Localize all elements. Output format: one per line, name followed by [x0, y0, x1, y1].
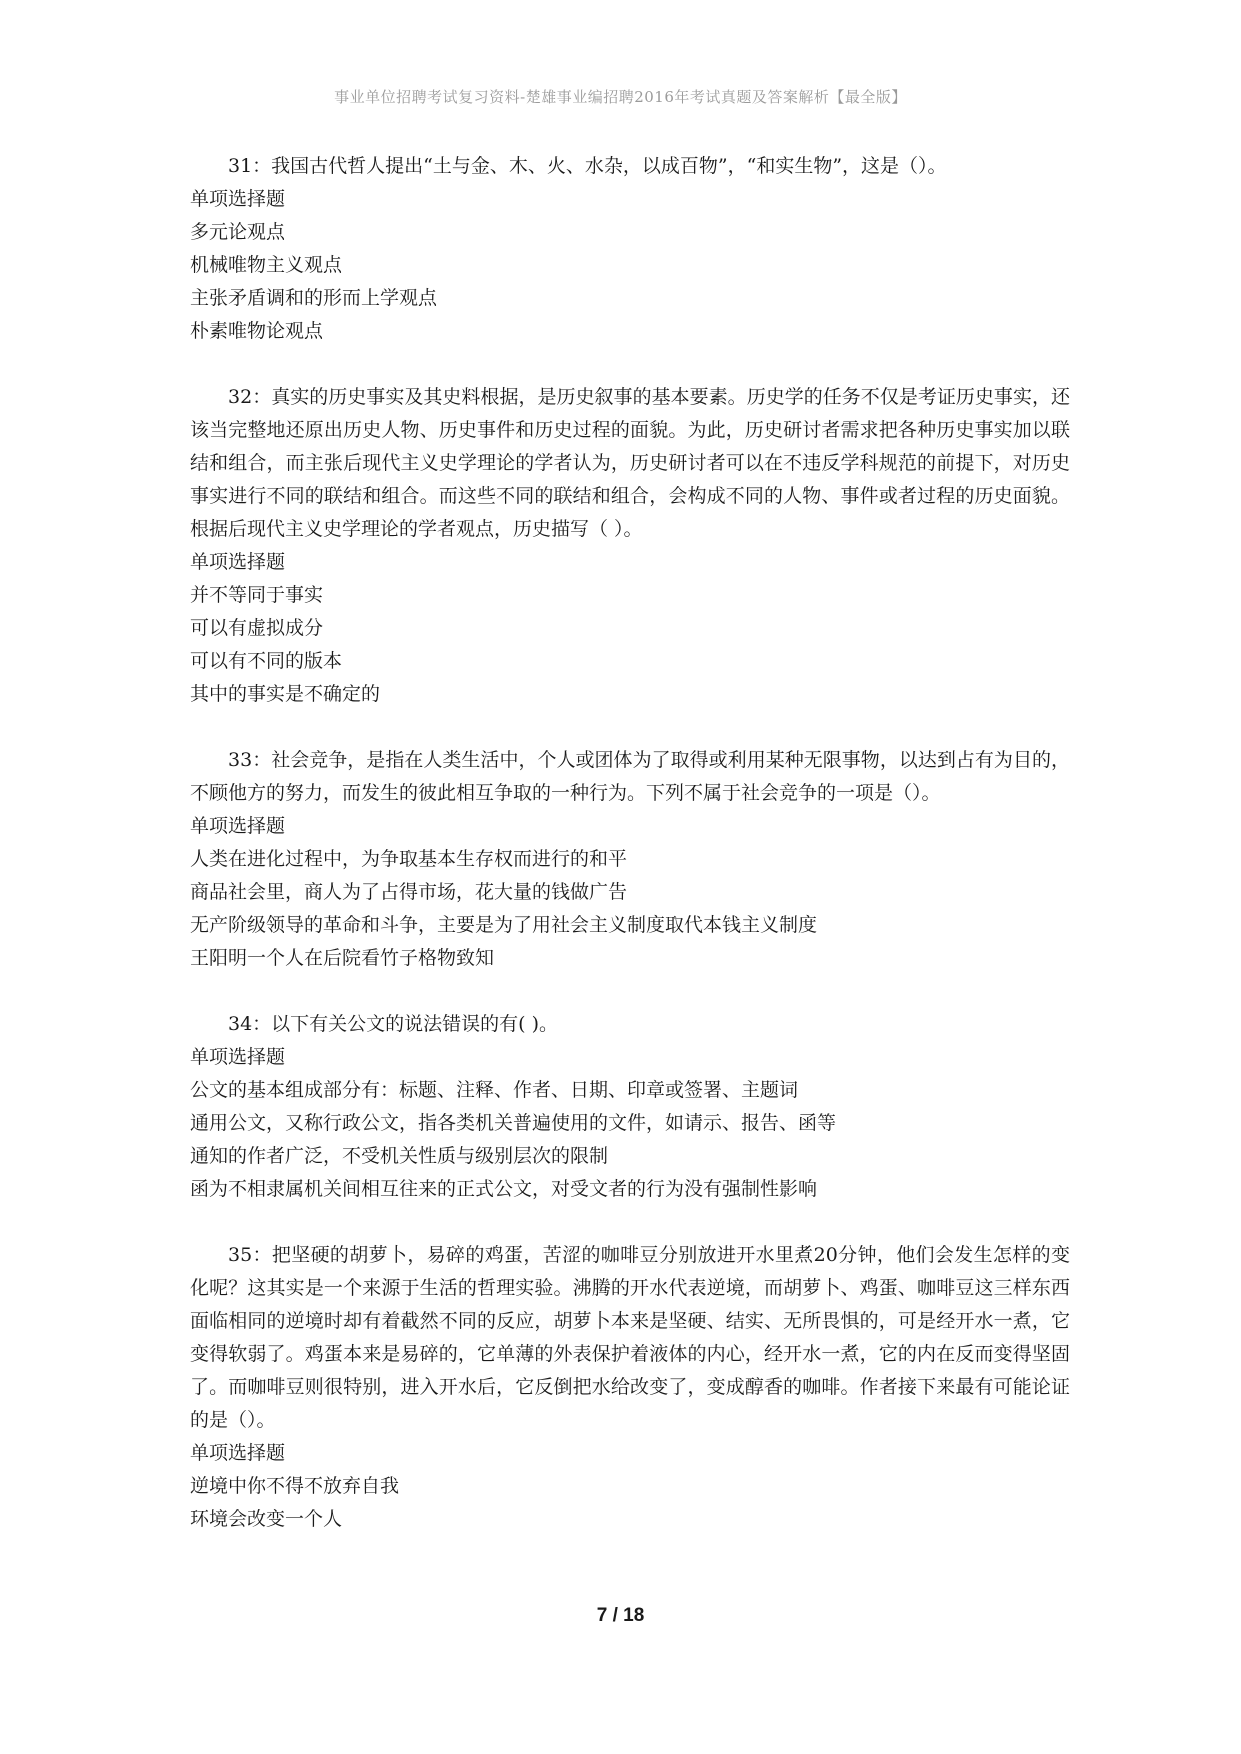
- question-34: [190, 1008, 1070, 1206]
- running-header: 事业单位招聘考试复习资料-楚雄事业编招聘2016年考试真题及答案解析【最全版】: [334, 88, 907, 106]
- answer-option: 公文的基本组成部分有：标题、注释、作者、日期、印章或签署、主题词: [190, 1079, 799, 1101]
- question-stem: 34：以下有关公文的说法错误的有( )。: [228, 1013, 559, 1035]
- answer-option: 无产阶级领导的革命和斗争，主要是为了用社会主义制度取代本钱主义制度: [190, 914, 818, 936]
- question-33: [190, 744, 1070, 975]
- question-list: [190, 150, 1070, 1536]
- answer-option: 商品社会里，商人为了占得市场，花大量的钱做广告: [190, 881, 628, 903]
- question-32: [190, 381, 1070, 711]
- answer-option: 环境会改变一个人: [190, 1508, 343, 1530]
- question-35: [190, 1239, 1070, 1536]
- question-type: 单项选择题: [190, 1046, 286, 1068]
- answer-option: 可以有虚拟成分: [190, 617, 324, 639]
- answer-option: 人类在进化过程中，为争取基本生存权而进行的和平: [190, 848, 628, 870]
- answer-option: 机械唯物主义观点: [190, 254, 343, 276]
- answer-option: 其中的事实是不确定的: [190, 683, 381, 705]
- page-number: 7 / 18: [596, 1605, 645, 1626]
- question-stem: 32：真实的历史事实及其史料根据，是历史叙事的基本要素。历史学的任务不仅是考证历史事实，还该当完整地还原出历史人物、历史事件和历史过程的面貌。为此，历史研讨者需求把各种历史事实加以联结和组合，而主张后现代主义史学理论的学者认为，历史研讨者可以在不违反学科规范的前提下，对历史事实进行不同的联结和组合。而这些不同的联结和组合，会构成不同的人物、事件或者过程的历史面貌。根据后现代主义史学理论的学者观点，历史描写（ ）。: [190, 386, 1070, 540]
- answer-option: 可以有不同的版本: [190, 650, 343, 672]
- answer-option: 通用公文，又称行政公文，指各类机关普遍使用的文件，如请示、报告、函等: [190, 1112, 837, 1134]
- answer-option: 逆境中你不得不放弃自我: [190, 1475, 400, 1497]
- answer-option: 函为不相隶属机关间相互往来的正式公文，对受文者的行为没有强制性影响: [190, 1178, 818, 1200]
- question-type: 单项选择题: [190, 551, 286, 573]
- question-type: 单项选择题: [190, 1442, 286, 1464]
- answer-option: 通知的作者广泛，不受机关性质与级别层次的限制: [190, 1145, 609, 1167]
- question-type: 单项选择题: [190, 815, 286, 837]
- answer-option: 多元论观点: [190, 221, 286, 243]
- answer-option: 并不等同于事实: [190, 584, 324, 606]
- question-stem: 33：社会竞争，是指在人类生活中，个人或团体为了取得或利用某种无限事物，以达到占有为目的，不顾他方的努力，而发生的彼此相互争取的一种行为。下列不属于社会竞争的一项是（）。: [190, 749, 1070, 804]
- answer-option: 朴素唯物论观点: [190, 320, 324, 342]
- question-stem: 31：我国古代哲人提出“土与金、木、火、水杂，以成百物”，“和实生物”，这是（）。: [228, 155, 947, 177]
- answer-option: 主张矛盾调和的形而上学观点: [190, 287, 438, 309]
- answer-option: 王阳明一个人在后院看竹子格物致知: [190, 947, 495, 969]
- question-stem: 35：把坚硬的胡萝卜，易碎的鸡蛋，苦涩的咖啡豆分别放进开水里煮20分钟，他们会发生怎样的变化呢？这其实是一个来源于生活的哲理实验。沸腾的开水代表逆境，而胡萝卜、鸡蛋、咖啡豆这三样东西面临相同的逆境时却有着截然不同的反应，胡萝卜本来是坚硬、结实、无所畏惧的，可是经开水一煮，它变得软弱了。鸡蛋本来是易碎的，它单薄的外表保护着液体的内心，经开水一煮，它的内在反而变得坚固了。而咖啡豆则很特别，进入开水后，它反倒把水给改变了，变成醇香的咖啡。作者接下来最有可能论证的是（）。: [190, 1244, 1070, 1431]
- question-31: [190, 150, 1070, 348]
- question-type: 单项选择题: [190, 188, 286, 210]
